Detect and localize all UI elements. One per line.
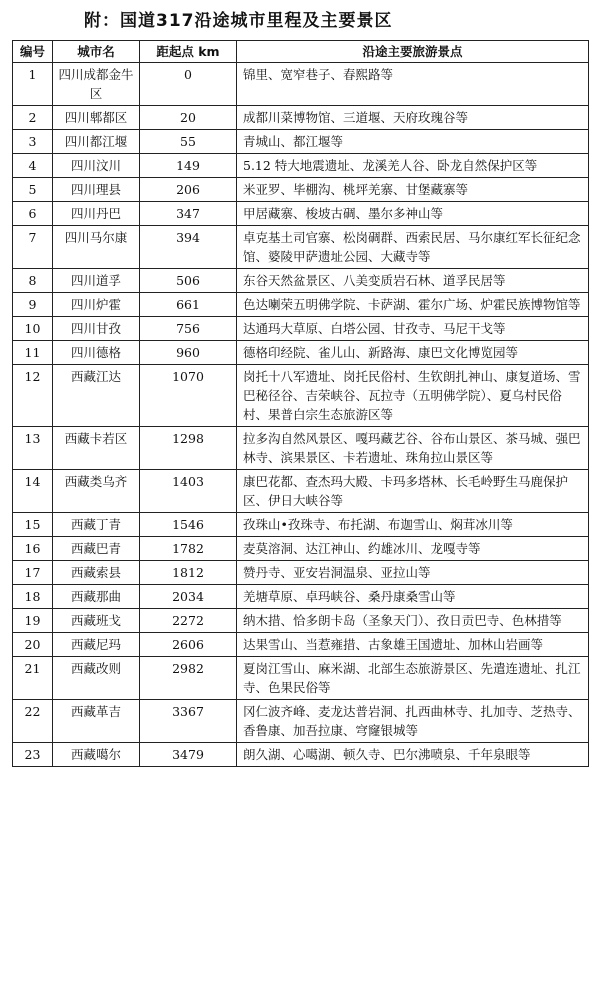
row-attractions: 冈仁波齐峰、麦龙达普岩洞、扎西曲林寺、扎加寺、芝热寺、香鲁康、加吾拉康、穹窿银城等 [237,700,589,743]
row-attractions: 东谷天然盆景区、八美变质岩石林、道孚民居等 [237,269,589,293]
row-distance: 55 [140,130,237,154]
row-number: 19 [13,609,53,633]
row-number: 16 [13,537,53,561]
row-city: 四川郫都区 [53,106,140,130]
table-row [13,609,589,633]
row-city: 西藏革吉 [53,700,140,743]
row-city: 四川德格 [53,341,140,365]
table-row [13,178,589,202]
row-distance: 1403 [140,470,237,513]
row-city: 四川都江堰 [53,130,140,154]
table-row [13,585,589,609]
table-row [13,154,589,178]
row-distance: 20 [140,106,237,130]
row-city: 四川道孚 [53,269,140,293]
row-number: 21 [13,657,53,700]
table-row [13,743,589,767]
table-row [13,537,589,561]
table-row [13,657,589,700]
row-distance: 2606 [140,633,237,657]
table-row [13,63,589,106]
header-distance: 距起点 km [140,41,237,63]
row-attractions: 孜珠山•孜珠寺、布托湖、布迦雪山、焖茸冰川等 [237,513,589,537]
row-city: 西藏巴青 [53,537,140,561]
header-number: 编号 [13,41,53,63]
row-attractions: 卓克基土司官寨、松岗碉群、西索民居、马尔康红军长征纪念馆、婆陵甲萨遗址公园、大藏寺等 [237,226,589,269]
row-number: 7 [13,226,53,269]
table-row [13,130,589,154]
row-number: 18 [13,585,53,609]
row-attractions: 德格印经院、雀儿山、新路海、康巴文化博览园等 [237,341,589,365]
row-distance: 506 [140,269,237,293]
page-title: 附：国道317沿途城市里程及主要景区 [84,11,393,31]
row-distance: 661 [140,293,237,317]
table-row [13,202,589,226]
row-distance: 394 [140,226,237,269]
row-city: 西藏班戈 [53,609,140,633]
row-attractions: 5.12 特大地震遗址、龙溪羌人谷、卧龙自然保护区等 [237,154,589,178]
row-city: 西藏索县 [53,561,140,585]
row-attractions: 夏岗江雪山、麻米湖、北部生态旅游景区、先遣连遗址、扎江寺、色果民俗等 [237,657,589,700]
row-attractions: 米亚罗、毕棚沟、桃坪羌寨、甘堡藏寨等 [237,178,589,202]
row-attractions: 康巴花都、查杰玛大殿、卡玛多塔林、长毛岭野生马鹿保护区、伊日大峡谷等 [237,470,589,513]
row-distance: 206 [140,178,237,202]
row-distance: 1070 [140,365,237,427]
row-number: 15 [13,513,53,537]
row-number: 4 [13,154,53,178]
row-city: 四川甘孜 [53,317,140,341]
row-attractions: 色达喇荣五明佛学院、卡萨湖、霍尔广场、炉霍民族博物馆等 [237,293,589,317]
row-city: 西藏改则 [53,657,140,700]
row-distance: 0 [140,63,237,106]
row-attractions: 达通玛大草原、白塔公园、甘孜寺、马尼干戈等 [237,317,589,341]
header-city: 城市名 [53,41,140,63]
row-attractions: 成都川菜博物馆、三道堰、天府玫瑰谷等 [237,106,589,130]
header-attractions: 沿途主要旅游景点 [237,41,589,63]
row-number: 6 [13,202,53,226]
table-row [13,561,589,585]
route-mileage-table [12,40,589,767]
row-attractions: 朗久湖、心噶湖、顿久寺、巴尔沸喷泉、千年泉眼等 [237,743,589,767]
table-row [13,317,589,341]
row-number: 14 [13,470,53,513]
row-number: 9 [13,293,53,317]
row-city: 四川成都金牛区 [53,63,140,106]
row-attractions: 甲居藏寨、梭坡古碉、墨尔多神山等 [237,202,589,226]
row-number: 3 [13,130,53,154]
row-city: 西藏尼玛 [53,633,140,657]
table-row [13,106,589,130]
row-distance: 1546 [140,513,237,537]
row-distance: 3479 [140,743,237,767]
row-distance: 2982 [140,657,237,700]
row-attractions: 羌塘草原、卓玛峡谷、桑丹康桑雪山等 [237,585,589,609]
table-row [13,470,589,513]
table-row [13,341,589,365]
row-city: 四川炉霍 [53,293,140,317]
row-city: 西藏江达 [53,365,140,427]
row-attractions: 纳木措、恰多朗卡岛（圣象天门）、孜日贡巴寺、色林措等 [237,609,589,633]
row-distance: 2272 [140,609,237,633]
row-distance: 3367 [140,700,237,743]
row-city: 四川丹巴 [53,202,140,226]
row-number: 11 [13,341,53,365]
table-row [13,226,589,269]
table-row [13,269,589,293]
row-number: 22 [13,700,53,743]
row-distance: 347 [140,202,237,226]
row-attractions: 麦莫溶洞、达江神山、约雄冰川、龙嘎寺等 [237,537,589,561]
row-distance: 2034 [140,585,237,609]
row-distance: 960 [140,341,237,365]
row-number: 20 [13,633,53,657]
row-distance: 1812 [140,561,237,585]
table-row [13,513,589,537]
row-city: 四川理县 [53,178,140,202]
row-attractions: 岗托十八军遗址、岗托民俗村、生钦朗扎神山、康复道场、雪巴秘径谷、吉荣峡谷、瓦拉寺（五明佛学院）、夏乌村民俗村、果普白宗生态旅游区等 [237,365,589,427]
row-city: 西藏丁青 [53,513,140,537]
row-city: 四川汶川 [53,154,140,178]
row-distance: 1298 [140,427,237,470]
row-distance: 756 [140,317,237,341]
row-attractions: 赞丹寺、亚安岩洞温泉、亚拉山等 [237,561,589,585]
row-attractions: 锦里、宽窄巷子、春熙路等 [237,63,589,106]
row-number: 17 [13,561,53,585]
row-number: 8 [13,269,53,293]
row-distance: 1782 [140,537,237,561]
row-attractions: 拉多沟自然风景区、嘎玛藏艺谷、谷布山景区、茶马城、强巴林寺、滨果景区、卡若遗址、珠角拉山景区等 [237,427,589,470]
row-city: 西藏类乌齐 [53,470,140,513]
row-distance: 149 [140,154,237,178]
row-city: 西藏那曲 [53,585,140,609]
row-city: 四川马尔康 [53,226,140,269]
row-number: 13 [13,427,53,470]
row-number: 2 [13,106,53,130]
row-city: 西藏卡若区 [53,427,140,470]
table-row [13,365,589,427]
row-number: 12 [13,365,53,427]
row-number: 10 [13,317,53,341]
table-row [13,427,589,470]
table-row [13,633,589,657]
row-number: 23 [13,743,53,767]
row-attractions: 达果雪山、当惹雍措、古象雄王国遗址、加林山岩画等 [237,633,589,657]
table-header-row [13,41,589,63]
table-row [13,293,589,317]
row-number: 1 [13,63,53,106]
row-number: 5 [13,178,53,202]
row-city: 西藏噶尔 [53,743,140,767]
table-row [13,700,589,743]
row-attractions: 青城山、都江堰等 [237,130,589,154]
